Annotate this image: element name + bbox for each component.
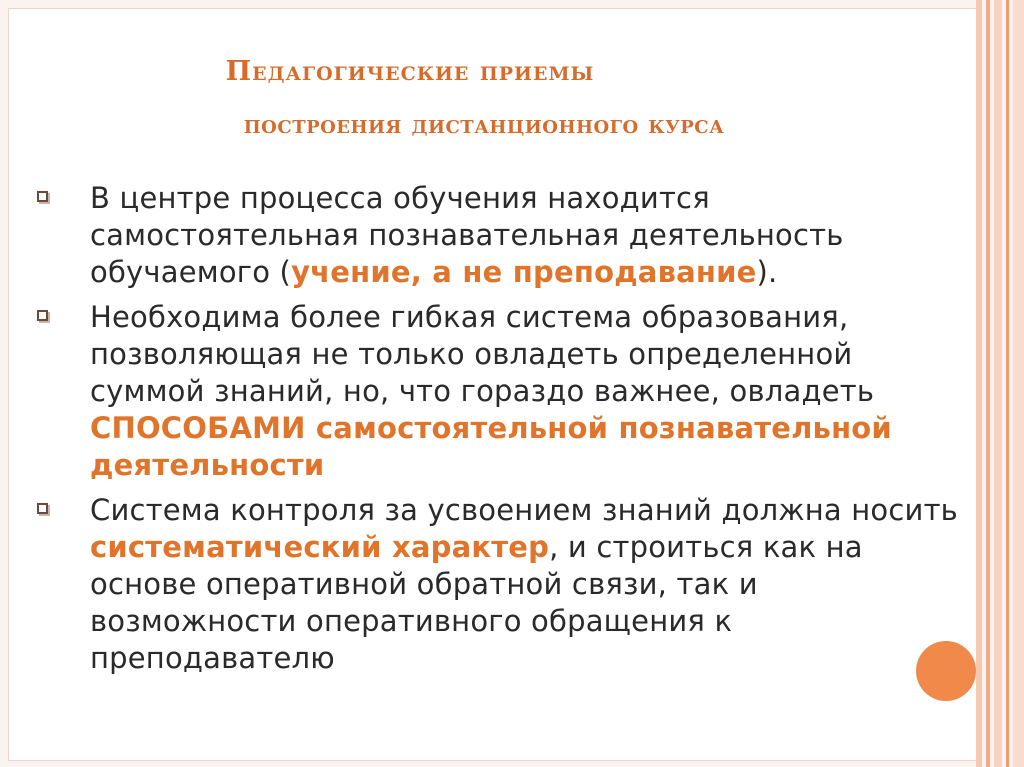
- bullet-item: [0, 492, 960, 677]
- bullet-text-part: , и строиться как на основе оперативной обратной связи, так и возможности оперативного обращения к преподавателю: [90, 530, 863, 675]
- bullet-highlight: СПОСОБАМИ самостоятельной познавательной деятельности: [90, 411, 892, 482]
- bullet-text-part: В центре процесса обучения находится самостоятельная познавательная деятельность обучаемого (: [90, 181, 844, 289]
- bullet-text-part: ).: [756, 255, 778, 289]
- bullet-item: [0, 299, 960, 484]
- slide-title-line-1: Педагогические приемы: [225, 56, 595, 87]
- bullet-list: [0, 180, 960, 685]
- square-bullet-icon: [37, 310, 48, 321]
- bullet-text: [90, 492, 960, 677]
- bullet-text-part: Необходима более гибкая система образования, позволяющая не только овладеть определенной суммой знаний, но, что гораздо важнее, овладеть: [90, 300, 875, 408]
- square-bullet-icon: [37, 503, 48, 514]
- bullet-text: [90, 180, 960, 291]
- bullet-text-part: Система контроля за усвоением знаний должна носить: [90, 493, 958, 527]
- square-bullet-icon: [37, 191, 48, 202]
- decorative-stripes: [976, 0, 1024, 767]
- slide-title-line-2: построения дистанционного курса: [243, 110, 725, 140]
- bullet-highlight: систематический характер: [90, 530, 550, 564]
- bullet-highlight: учение, а не преподавание: [291, 255, 757, 289]
- bullet-text: [90, 299, 960, 484]
- decorative-circle: [916, 641, 976, 701]
- bullet-item: [0, 180, 960, 291]
